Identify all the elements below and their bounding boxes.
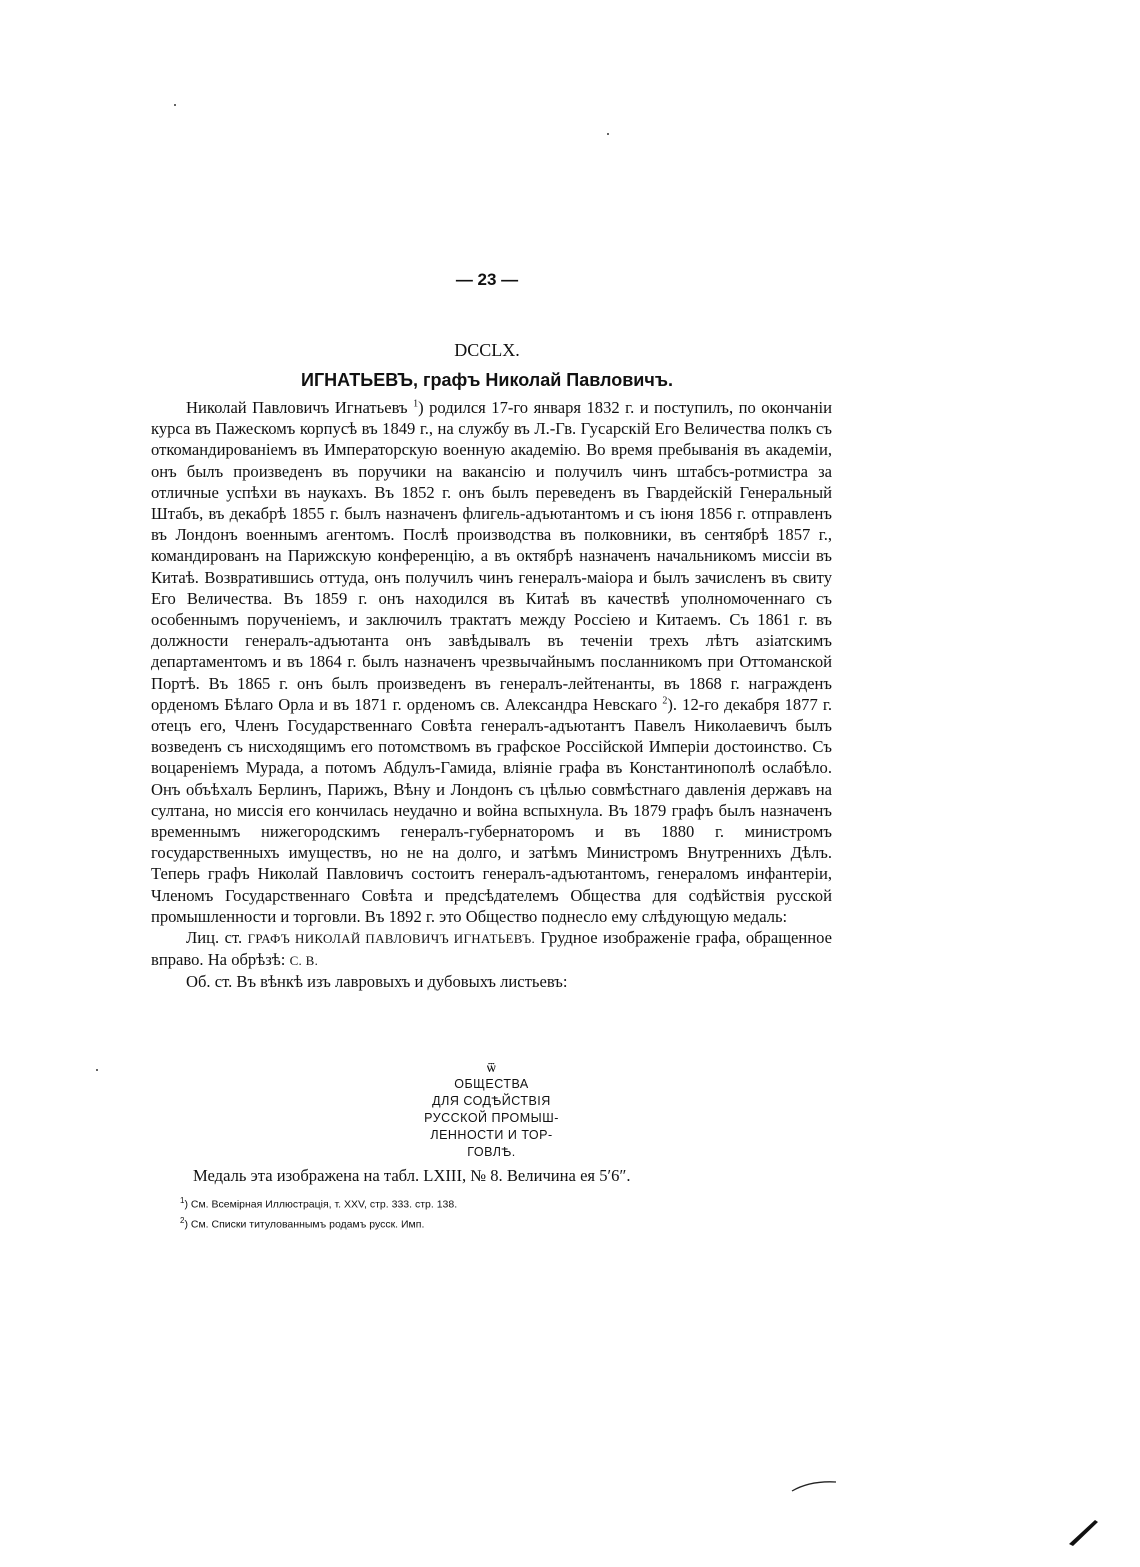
obverse-legend: ГРАФЪ НИКОЛАЙ ПАВЛОВИЧЪ ИГНАТЬЕВЪ. — [247, 931, 536, 947]
medal-obverse-paragraph — [151, 927, 832, 971]
page-number: — 23 — — [455, 270, 519, 289]
footnote-mark: 1 — [180, 1196, 185, 1205]
footnote-2 — [180, 1213, 457, 1233]
edge-signature: С. В. — [289, 953, 319, 969]
inscription-line: ЛЕННОСТИ И ТОР- — [430, 1128, 553, 1142]
text-span: Грудное изображеніе графа, обращенное вправо. На обрѣзѣ: — [151, 928, 832, 970]
footnote-ref-1: 1 — [413, 398, 419, 410]
entry-title — [0, 370, 974, 391]
inscription-line: РУССКОЙ ПРОМЫШ- — [424, 1111, 559, 1125]
inscription-line: ГОВЛѢ. — [467, 1145, 516, 1159]
text-span: Николай Павловичъ Игнатьевъ — [186, 398, 414, 417]
footnote-text: ) См. Списки титулованнымъ родамъ русск. Имп. — [184, 1218, 425, 1230]
text-span: Лиц. ст. — [186, 928, 248, 948]
footnote-text: ) См. Всемірная Иллюстрація, т. XXV, стр. 333. стр. 138. — [184, 1198, 458, 1211]
biography-text — [151, 397, 832, 993]
text-span: ). 12-го декабря 1877 г. отецъ его, Членъ Государственнаго Совѣта генералъ-адъютантъ Павелъ Николаевичъ былъ возведенъ съ нисходящимъ его потомствомъ въ графское Россійской Имперіи достоинство. Съ воцареніемъ Мурада, а потомъ Абдулъ-Гамида, вліяніе графа въ Константинополѣ ослабѣло. Онъ объѣхалъ Берлинъ, Парижъ, Вѣну и Лондонъ съ цѣлью совмѣстнаго давленія державъ на султана, но миссія его кончилась неудачно и война вспыхнула. Въ 1879 графъ былъ назначенъ временнымъ нижегородскимъ генералъ-губернаторомъ и въ 1880 г. министромъ государственныхъ имуществъ, но не на долго, и затѣмъ Министромъ Внутреннихъ Дѣлъ. Теперь графъ Николай Павловичъ состоитъ генералъ-адъютантомъ, генераломъ инфантеріи, Членомъ Государственнаго Совѣта и предсѣдателемъ Общества для содѣйствія русской промышленности и торговли. Въ 1892 г. это Общество поднесло ему слѣдующую медаль: — [151, 694, 832, 926]
medal-reference: Медаль эта изображена на табл. LXIII, № 8. Величина ея 5′6″. — [193, 1166, 631, 1185]
inscription-line: ДЛЯ СОДѢЙСТВІЯ — [432, 1094, 551, 1108]
footnote-1 — [180, 1193, 457, 1213]
footnote-mark: 2 — [180, 1215, 185, 1225]
scan-speck — [96, 1069, 98, 1071]
scan-speck — [607, 133, 609, 135]
title-name: графъ Николай Павловичъ. — [423, 370, 673, 390]
ot-ligature-glyph: ѿ — [486, 1060, 497, 1076]
scan-speck — [174, 104, 176, 106]
biography-paragraph — [151, 397, 832, 927]
text-span: ) родился 17-го января 1832 г. и поступилъ, по окончаніи курса въ Пажескомъ корпусѣ въ 1849 г., на службу въ Л.-Гв. Гусарскій Его Величества полкъ съ откомандированіемъ въ Императорскую военную академію. Во время пребыванія въ академіи, онъ былъ произведенъ въ поручики на вакансію и получилъ чинъ штабсъ-ротмистра за отличные успѣхи въ наукахъ. Въ 1852 г. онъ былъ переведенъ въ Гвардейскій Генеральный Штабъ, въ декабрѣ 1855 г. былъ назначенъ флигель-адъютантомъ и съ іюня 1856 г. отправленъ въ Лондонъ военнымъ агентомъ. Послѣ производства въ полковники, въ сентябрѣ 1857 г., командированъ на Парижскую конференцію, а въ октябрѣ назначенъ начальникомъ миссіи въ Китаѣ. Возвратившись оттуда, онъ получилъ чинъ генералъ-маіора и былъ зачисленъ въ свиту Его Величества. Въ 1859 г. онъ находился въ Китаѣ въ качествѣ уполномоченнаго съ особеннымъ порученіемъ, и заключилъ трактатъ между Россіею и Китаемъ. Съ 1861 г. въ должности генералъ-адъютанта онъ завѣдывалъ въ теченіи трехъ лѣтъ азіатскимъ департаментомъ и въ 1864 г. былъ назначенъ чрезвычайнымъ посланникомъ при Оттоманской Портѣ. Въ 1865 г. онъ былъ произведенъ въ генералъ-лейтенанты, въ 1868 г. награжденъ орденомъ Бѣлаго Орла и въ 1871 г. орденомъ св. Александра Невскаго — [151, 398, 833, 714]
title-surname: ИГНАТЬЕВЪ, — [301, 370, 418, 390]
footnote-ref-2: 2 — [662, 695, 668, 707]
entry-roman-numeral: DCCLX. — [454, 340, 520, 360]
medal-reverse-paragraph: Об. ст. Въ вѣнкѣ изъ лавровыхъ и дубовыхъ листьевъ: — [186, 972, 568, 992]
inscription-line: ОБЩЕСТВА — [454, 1077, 529, 1091]
footnotes — [180, 1193, 457, 1232]
pencil-tick-mark — [1065, 1510, 1105, 1550]
pencil-stroke-mark — [790, 1478, 840, 1494]
medal-inscription — [0, 1060, 983, 1161]
